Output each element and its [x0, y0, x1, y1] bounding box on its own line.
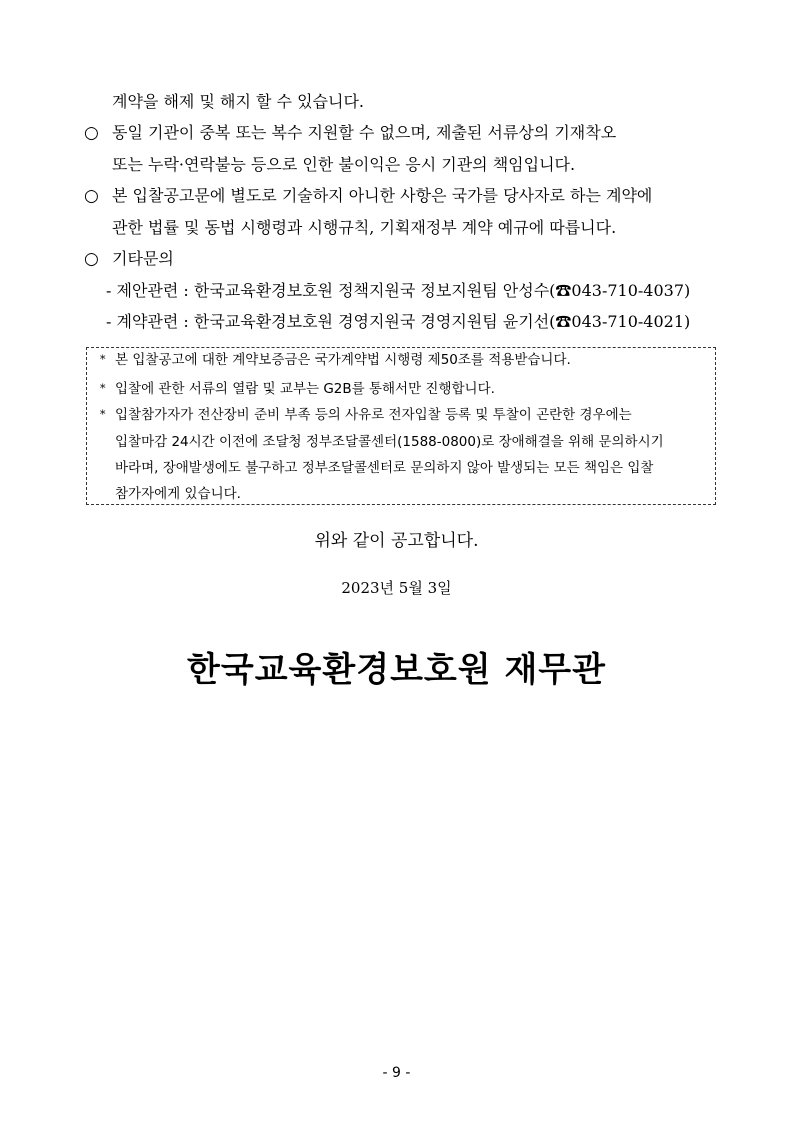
item2-line2: 관한 법률 및 동법 시행령과 시행규칙, 기획재정부 계약 예규에 따릅니다.: [112, 218, 617, 237]
continuation-line: 계약을 해제 및 해지 할 수 있습니다.: [112, 92, 364, 111]
item2-line1: 본 입찰공고문에 별도로 기술하지 아니한 사항은 국가를 당사자로 하는 계약에: [112, 186, 653, 205]
notice-item-3-line4: 참가자에게 있습니다.: [115, 486, 241, 502]
announcement-text: 위와 같이 공고합니다.: [314, 531, 479, 551]
notice-item-3-line3: 바라며, 장애발생에도 불구하고 정부조달콜센터로 문의하지 않아 발생되는 모든 책임은 입찰: [115, 460, 654, 476]
star-icon: *: [100, 408, 106, 421]
notice-box: [86, 347, 716, 505]
page-number: - 9 -: [382, 1065, 411, 1081]
star-icon: *: [100, 382, 106, 395]
contact-proposal: - 제안관련 : 한국교육환경보호원 정책지원국 정보지원팀 안성수(☎043-710-4037): [106, 281, 691, 300]
signature-title: 한국교육환경보호원 재무관: [187, 650, 606, 690]
star-icon: *: [100, 353, 106, 366]
bullet-circle-icon: ○: [84, 249, 99, 269]
bullet-circle-icon: ○: [84, 123, 99, 143]
contact-contract: - 계약관련 : 한국교육환경보호원 경영지원국 경영지원팀 윤기선(☎043-710-4021): [106, 312, 691, 331]
item3-title: 기타문의: [112, 249, 174, 268]
item1-line2: 또는 누락·연락불능 등으로 인한 불이익은 응시 기관의 책임입니다.: [112, 155, 576, 174]
item1-line1: 동일 기관이 중복 또는 복수 지원할 수 없으며, 제출된 서류상의 기재착오: [112, 123, 617, 142]
announcement-date: 2023년 5월 3일: [341, 579, 452, 597]
notice-item-2: 입찰에 관한 서류의 열람 및 교부는 G2B를 통해서만 진행합니다.: [115, 381, 495, 397]
notice-item-3-line1: 입찰참가자가 전산장비 준비 부족 등의 사유로 전자입찰 등록 및 투찰이 곤란한 경우에는: [115, 407, 632, 423]
notice-item-1: 본 입찰공고에 대한 계약보증금은 국가계약법 시행령 제50조를 적용받습니다.: [115, 352, 571, 368]
notice-item-3-line2: 입찰마감 24시간 이전에 조달청 정부조달콜센터(1588-0800)로 장애해결을 위해 문의하시기: [115, 434, 664, 450]
bullet-circle-icon: ○: [84, 186, 99, 206]
